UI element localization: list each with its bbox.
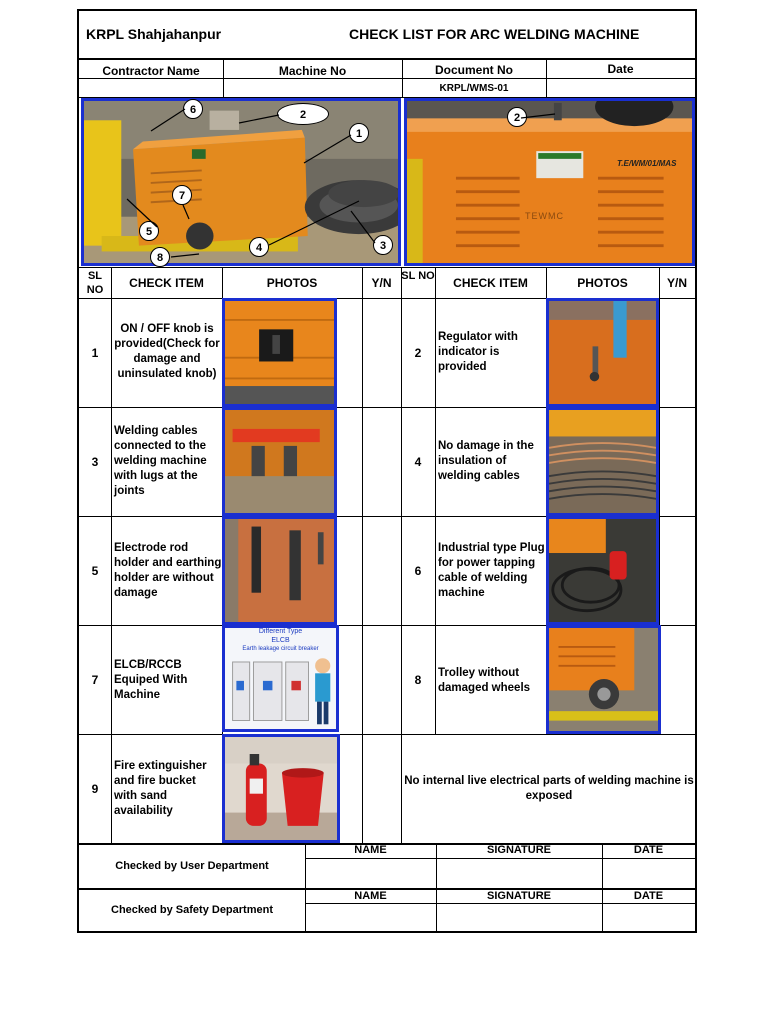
item-1-photo — [222, 298, 337, 407]
user-date-field[interactable] — [603, 859, 695, 888]
item-5-text: Electrode rod holder and earthing holder are without damage — [114, 542, 222, 599]
company-name: KRPL Shahjahanpur — [86, 26, 222, 42]
item-7-text: ELCB/RCCB Equiped With Machine — [114, 659, 188, 701]
item-9-photo — [222, 734, 340, 843]
col-header-photos-right: PHOTOS — [577, 276, 628, 290]
item-9-no: 9 — [91, 782, 99, 796]
item-4-no: 4 — [414, 455, 422, 469]
item-3-photo — [222, 407, 337, 516]
machine-no-label: Machine No — [278, 64, 347, 78]
item-4-text: No damage in the insulation of welding cables — [438, 440, 534, 482]
item-2-photo — [546, 298, 659, 407]
item-8-yn-cell[interactable] — [660, 626, 695, 734]
item-4-yn-cell[interactable] — [660, 408, 695, 516]
item-2-text: Regulator with indicator is provided — [438, 331, 518, 373]
machine-sticker-text: T.E/WM/01/MAS — [617, 159, 677, 168]
item-3-no: 3 — [91, 455, 99, 469]
item-9-yn-cell[interactable] — [363, 735, 401, 843]
callout-2: 2 — [277, 103, 329, 125]
safety-date-field[interactable] — [603, 904, 695, 931]
item-6-yn-cell[interactable] — [660, 517, 695, 625]
page-title: CHECK LIST FOR ARC WELDING MACHINE — [349, 26, 640, 42]
callout-8: 8 — [150, 247, 170, 267]
user-name-header: NAME — [354, 844, 387, 856]
callout-4: 4 — [249, 237, 269, 257]
safety-signature-field[interactable] — [437, 904, 602, 931]
item-3-yn-cell[interactable] — [363, 408, 401, 516]
user-signature-field[interactable] — [437, 859, 602, 888]
item-8-no: 8 — [414, 673, 422, 687]
machine-brand-text: TEWMC — [525, 211, 564, 221]
item-6-photo — [546, 516, 659, 625]
user-signature-header: SIGNATURE — [487, 844, 551, 856]
item-1-text: ON / OFF knob is provided(Check for damage and uninsulated knob) — [114, 323, 220, 380]
callout-right-leader — [519, 106, 559, 126]
item-7-yn-cell[interactable] — [363, 626, 401, 734]
item-5-no: 5 — [91, 564, 99, 578]
safety-signature-header: SIGNATURE — [487, 890, 551, 902]
item-8-photo — [546, 625, 661, 734]
callout-1: 1 — [349, 123, 369, 143]
item-8-text: Trolley without damaged wheels — [438, 667, 531, 694]
col-header-check-item-right: CHECK ITEM — [453, 276, 528, 290]
col-header-photos: PHOTOS — [266, 276, 318, 290]
item-6-text: Industrial type Plug for power tapping cable of welding machine — [438, 542, 545, 599]
item-1-yn-cell[interactable] — [363, 299, 401, 407]
col-header-sl-no-right: SL NO — [401, 270, 435, 282]
item-3-text: Welding cables connected to the welding machine with lugs at the joints — [114, 425, 207, 497]
contractor-name-label: Contractor Name — [102, 64, 200, 78]
safety-date-header: DATE — [633, 890, 664, 902]
callout-5: 5 — [139, 221, 159, 241]
item-1-no: 1 — [91, 346, 99, 360]
callout-leader-lines — [79, 11, 399, 271]
col-header-yn: Y/N — [371, 276, 392, 290]
callout-6: 6 — [183, 99, 203, 119]
callout-right-2: 2 — [507, 107, 527, 127]
user-name-field[interactable] — [306, 859, 436, 888]
callout-3: 3 — [373, 235, 393, 255]
date-label: Date — [607, 62, 634, 76]
user-date-header: DATE — [633, 844, 664, 856]
safety-name-field[interactable] — [306, 904, 436, 931]
item-5-yn-cell[interactable] — [363, 517, 401, 625]
item-5-photo — [222, 516, 337, 625]
col-header-check-item: CHECK ITEM — [129, 276, 204, 290]
checked-by-user-dept: Checked by User Department — [115, 860, 269, 872]
item-9-text: Fire extinguisher and fire bucket with sand availability — [114, 760, 207, 817]
col-header-sl-no: SL NO — [86, 270, 104, 296]
elcb-photo-caption-1: Different Type — [258, 628, 303, 635]
note-no-live-parts: No internal live electrical parts of welding machine is exposed — [404, 775, 694, 802]
item-2-yn-cell[interactable] — [660, 299, 695, 407]
elcb-photo-caption-3: Earth leakage circuit breaker — [242, 646, 319, 652]
callout-7: 7 — [172, 185, 192, 205]
item-4-photo — [546, 407, 659, 516]
item-6-no: 6 — [414, 564, 422, 578]
safety-name-header: NAME — [354, 890, 387, 902]
checklist-sheet — [77, 9, 697, 933]
item-2-no: 2 — [414, 346, 422, 360]
checked-by-safety-dept: Checked by Safety Department — [111, 904, 273, 916]
document-no-value: KRPL/WMS-01 — [439, 83, 509, 94]
col-header-yn-right: Y/N — [666, 276, 687, 290]
elcb-photo-caption-2: ELCB — [271, 637, 290, 644]
item-7-no: 7 — [91, 673, 99, 687]
document-no-label: Document No — [435, 63, 513, 77]
